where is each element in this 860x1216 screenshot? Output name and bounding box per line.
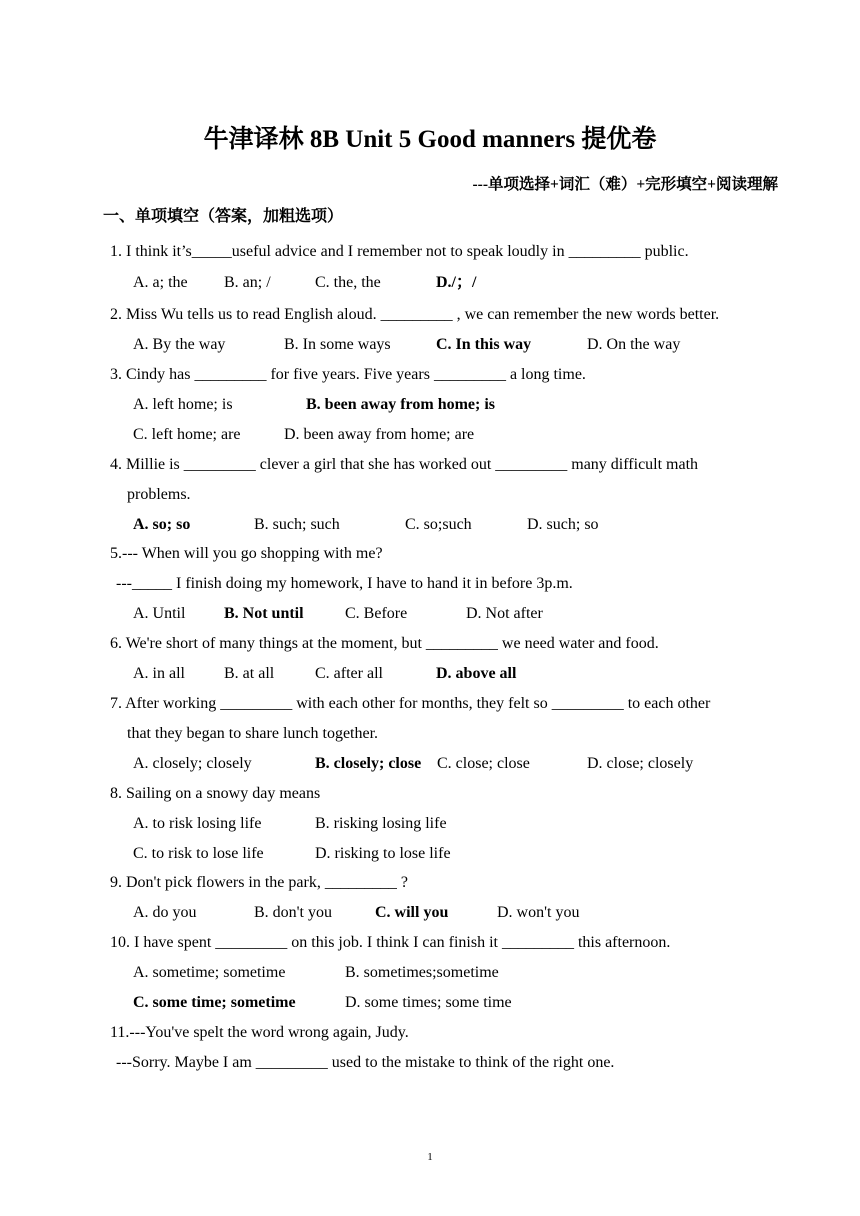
question-6-option-d-answer: D. above all (436, 665, 517, 682)
question-8-option-b: B. risking losing life (315, 815, 447, 832)
question-2-stem: 2. Miss Wu tells us to read English aloud. _________ , we can remember the new words better. (110, 306, 720, 323)
question-5-stem: 5.--- When will you go shopping with me? (110, 545, 383, 562)
question-1-option-a: A. a; the (133, 274, 188, 291)
question-4-stem: 4. Millie is _________ clever a girl that she has worked out _________ many difficult math (110, 456, 699, 473)
question-5-option-d: D. Not after (466, 605, 543, 622)
question-6-option-b: B. at all (224, 665, 275, 682)
question-2-option-c-answer: C. In this way (436, 336, 532, 353)
page-number: 1 (427, 1151, 433, 1163)
question-6-option-c: C. after all (315, 665, 383, 682)
question-9-option-c-answer: C. will you (375, 904, 449, 921)
question-1-option-b: B. an; / (224, 274, 271, 291)
question-8-stem: 8. Sailing on a snowy day means (110, 785, 321, 802)
question-4-stem-continued: problems. (127, 486, 191, 503)
question-3-option-d: D. been away from home; are (284, 426, 475, 443)
question-4-option-d: D. such; so (527, 516, 599, 533)
question-9-stem: 9. Don't pick flowers in the park, _________ ? (110, 874, 408, 891)
question-5-stem-continued: ---_____ I finish doing my homework, I have to hand it in before 3p.m. (116, 575, 573, 592)
question-10-stem: 10. I have spent _________ on this job. I think I can finish it _________ this afternoon. (110, 934, 671, 951)
page-title: 牛津译林 8B Unit 5 Good manners 提优卷 (203, 126, 657, 153)
question-2-option-a: A. By the way (133, 336, 226, 353)
question-6-option-a: A. in all (133, 665, 185, 682)
question-2-option-b: B. In some ways (284, 336, 391, 353)
question-8-option-a: A. to risk losing life (133, 815, 262, 832)
question-11-stem-continued: ---Sorry. Maybe I am _________ used to the mistake to think of the right one. (116, 1054, 615, 1071)
question-4-option-b: B. such; such (254, 516, 340, 533)
question-6-stem: 6. We're short of many things at the moment, but _________ we need water and food. (110, 635, 659, 652)
question-11-stem: 11.---You've spelt the word wrong again, Judy. (110, 1024, 409, 1041)
question-10-option-d: D. some times; some time (345, 994, 512, 1011)
question-2-option-d: D. On the way (587, 336, 681, 353)
section-heading: 一、单项填空（答案，加粗选项） (103, 208, 344, 225)
question-7-option-a: A. closely; closely (133, 755, 252, 772)
question-9-option-d: D. won't you (497, 904, 580, 921)
question-1-option-c: C. the, the (315, 274, 381, 291)
question-4-option-a-answer: A. so; so (133, 516, 191, 533)
question-3-option-a: A. left home; is (133, 396, 233, 413)
question-10-option-c-answer: C. some time; sometime (133, 994, 296, 1011)
question-3-stem: 3. Cindy has _________ for five years. Five years _________ a long time. (110, 366, 586, 383)
question-7-option-c: C. close; close (437, 755, 530, 772)
question-5-option-b-answer: B. Not until (224, 605, 304, 622)
question-9-option-a: A. do you (133, 904, 197, 921)
question-1-option-d-answer: D./；/ (436, 274, 477, 291)
question-10-option-a: A. sometime; sometime (133, 964, 286, 981)
question-3-option-c: C. left home; are (133, 426, 241, 443)
question-4-option-c: C. so;such (405, 516, 472, 533)
question-8-option-c: C. to risk to lose life (133, 845, 264, 862)
page-subtitle: ---单项选择+词汇（难）+完形填空+阅读理解 (472, 176, 778, 193)
question-10-option-b: B. sometimes;sometime (345, 964, 499, 981)
question-1-stem: 1. I think it’s_____useful advice and I remember not to speak loudly in _________ public. (110, 243, 689, 260)
question-8-option-d: D. risking to lose life (315, 845, 451, 862)
question-9-option-b: B. don't you (254, 904, 332, 921)
question-5-option-a: A. Until (133, 605, 186, 622)
question-5-option-c: C. Before (345, 605, 408, 622)
question-3-option-b-answer: B. been away from home; is (306, 396, 496, 413)
question-7-stem-continued: that they began to share lunch together. (127, 725, 379, 742)
question-7-stem: 7. After working _________ with each other for months, they felt so _________ to each other (110, 695, 711, 712)
question-7-option-b-answer: B. closely; close (315, 755, 422, 772)
question-7-option-d: D. close; closely (587, 755, 694, 772)
